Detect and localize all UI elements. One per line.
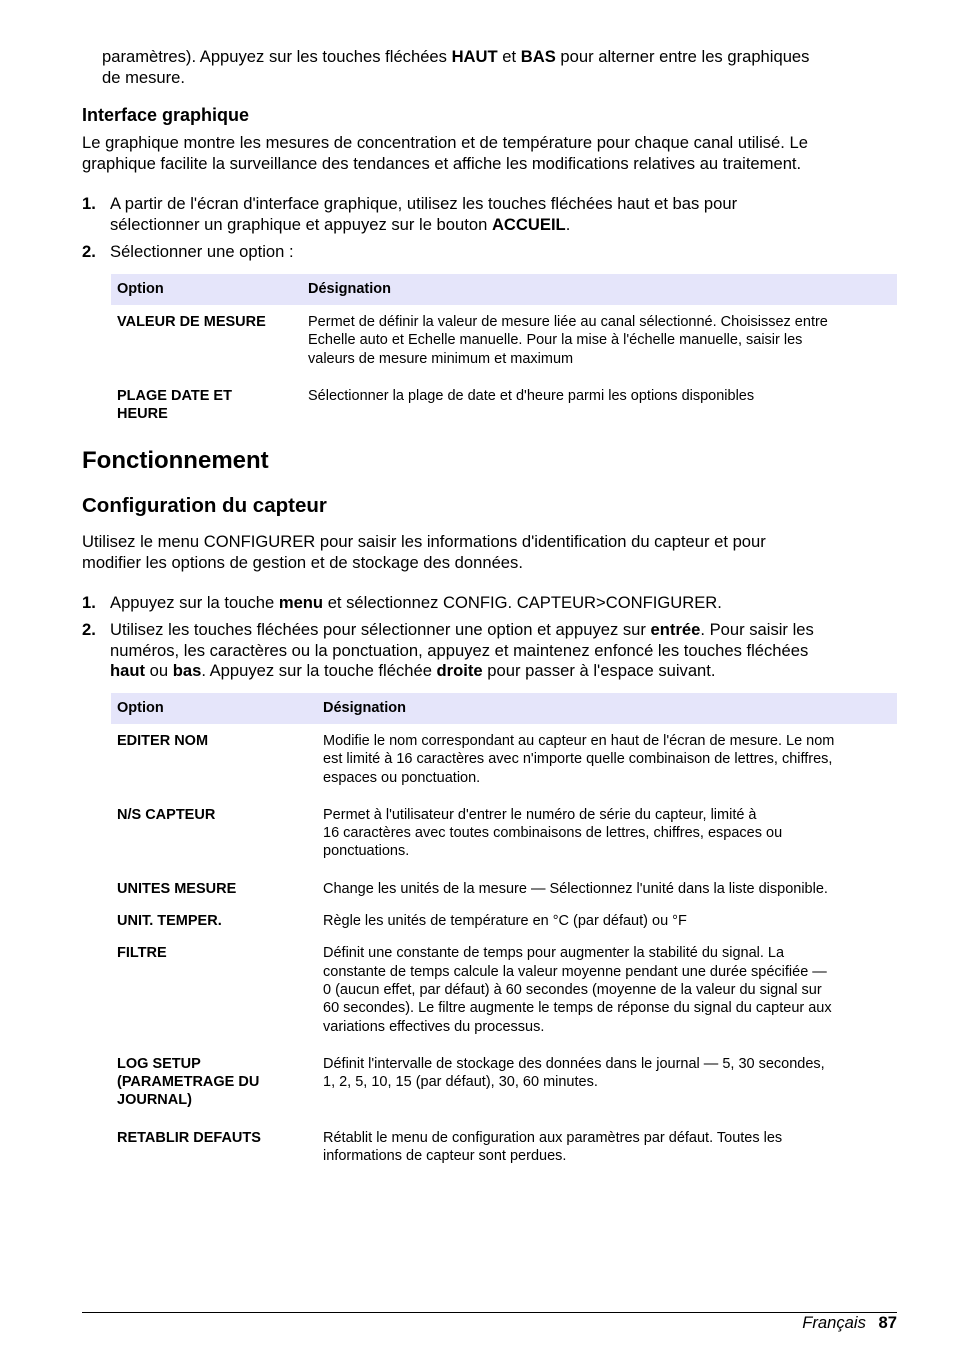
intro-text: paramètres). Appuyez sur les touches fléchées xyxy=(102,47,452,66)
option-description xyxy=(317,868,897,905)
description-line: espaces ou ponctuation. xyxy=(323,769,481,786)
step-text-part: . Pour saisir les xyxy=(700,620,814,639)
config-paragraph-line: modifier les options de gestion et de stockage des données. xyxy=(82,552,523,572)
step-number: 2. xyxy=(82,242,96,261)
description-line: informations de capteur sont perdues. xyxy=(323,1148,567,1165)
section-heading-config: Configuration du capteur xyxy=(82,494,327,517)
step-text-part: ou xyxy=(145,661,173,680)
graph-paragraph-line: Le graphique montre les mesures de concentration et de température pour chaque canal utilisé. Le xyxy=(82,133,808,152)
table-row xyxy=(111,1043,897,1117)
description-line: est limité à 16 caractères avec n'importe quelle combinaison de lettres, chiffres, xyxy=(323,751,833,768)
step-number: 1. xyxy=(82,593,96,612)
graph-paragraph-line: graphique facilite la surveillance des tendances et affiche les modifications relatives au traitement. xyxy=(82,153,802,173)
step-text-part: Utilisez les touches fléchées pour sélectionner une option et appuyez sur xyxy=(110,620,651,639)
key-droite: droite xyxy=(436,661,483,680)
table-row xyxy=(111,305,897,375)
config-options-table xyxy=(111,693,897,1172)
table-row xyxy=(111,724,897,794)
step-line xyxy=(110,661,814,682)
option-name xyxy=(111,1043,317,1117)
option-description xyxy=(317,1043,897,1117)
description-line: Définit une constante de temps pour augmenter la stabilité du signal. La xyxy=(323,945,785,962)
key-menu: menu xyxy=(278,593,324,612)
description-line: Règle les unités de température en °C (par défaut) ou °F xyxy=(323,913,687,930)
option-name-line: PLAGE DATE ET xyxy=(117,387,232,404)
step-text-part: . Appuyez sur la touche fléchée xyxy=(201,661,437,680)
config-step-2 xyxy=(82,620,897,684)
description-line: valeurs de mesure minimum et maximum xyxy=(308,350,574,367)
intro-text: et xyxy=(497,47,521,66)
option-name: VALEUR DE MESURE xyxy=(117,314,266,330)
table-row xyxy=(111,937,897,1042)
key-accueil: ACCUEIL xyxy=(491,214,566,234)
table-row xyxy=(111,905,897,937)
description-line: Echelle auto et Echelle manuelle. Pour la mise à l'échelle manuelle, saisir les xyxy=(308,332,803,349)
column-header-option: Option xyxy=(111,693,317,724)
column-header-option: Option xyxy=(111,274,302,305)
table-row xyxy=(111,868,897,905)
description-line: Rétablit le menu de configuration aux paramètres par défaut. Toutes les xyxy=(323,1129,783,1146)
description-line: 1, 2, 5, 10, 15 (par défaut), 30, 60 minutes. xyxy=(323,1074,598,1091)
step-text: Sélectionner une option : xyxy=(110,242,294,261)
description-line: 60 secondes). Le filtre augmente le temps de réponse du signal du capteur aux xyxy=(323,1000,832,1017)
option-name-line: LOG SETUP xyxy=(117,1055,201,1072)
step-text xyxy=(110,620,814,682)
option-description xyxy=(317,937,897,1042)
config-paragraph xyxy=(82,532,766,573)
step-text-part: . xyxy=(565,214,571,234)
option-name-line: JOURNAL) xyxy=(117,1092,192,1109)
table-row xyxy=(111,794,897,868)
option-description xyxy=(317,724,897,794)
step-text-part: sélectionner un graphique et appuyez sur le bouton xyxy=(110,214,492,234)
table-row xyxy=(111,1117,897,1173)
step-text xyxy=(110,593,722,614)
option-name: FILTRE xyxy=(117,945,167,962)
config-step-1 xyxy=(82,593,897,615)
intro-line-1 xyxy=(102,47,809,68)
option-name-line: (PARAMETRAGE DU xyxy=(117,1074,260,1091)
key-entree: entrée xyxy=(650,620,701,639)
description-line: 0 (aucun effet, par défaut) à 60 secondes (moyenne de la valeur du signal sur xyxy=(323,981,822,998)
column-header-designation: Désignation xyxy=(317,693,897,724)
option-name: EDITER NOM xyxy=(117,733,209,749)
key-bas: BAS xyxy=(520,47,556,66)
step-text-part: Appuyez sur la touche xyxy=(110,593,279,612)
option-name: UNIT. TEMPER. xyxy=(117,913,222,930)
description-line: 16 caractères avec toutes combinaisons de lettres, chiffres, espaces ou xyxy=(323,825,783,842)
chapter-heading: Fonctionnement xyxy=(82,447,269,474)
option-name: UNITES MESURE xyxy=(117,880,237,897)
column-header-designation: Désignation xyxy=(302,274,897,305)
option-description xyxy=(302,375,897,431)
step-line xyxy=(110,620,814,641)
option-name xyxy=(111,375,302,431)
key-bas: bas xyxy=(172,661,202,680)
config-paragraph-line: Utilisez le menu CONFIGURER pour saisir les informations d'identification du capteur et pour xyxy=(82,532,766,551)
description-line: Permet à l'utilisateur d'entrer le numéro de série du capteur, limité à xyxy=(323,806,757,823)
description-line: Permet de définir la valeur de mesure liée au canal sélectionné. Choisissez entre xyxy=(308,314,828,330)
table-row xyxy=(111,375,897,431)
footer-rule xyxy=(82,1312,897,1313)
step-line: A partir de l'écran d'interface graphique, utilisez les touches fléchées haut et bas pour xyxy=(110,194,738,213)
description-line: constante de temps calcule la valeur moyenne pendant une durée spécifiée — xyxy=(323,963,827,980)
option-name: N/S CAPTEUR xyxy=(117,806,216,823)
page-footer xyxy=(802,1313,897,1333)
intro-text: pour alterner entre les graphiques xyxy=(555,47,810,66)
option-name-line: HEURE xyxy=(117,406,168,423)
section-heading-graph: Interface graphique xyxy=(82,105,250,125)
intro-paragraph xyxy=(102,47,809,88)
step-line xyxy=(110,215,737,236)
description-line: Modifie le nom correspondant au capteur en haut de l'écran de mesure. Le nom xyxy=(323,733,835,749)
step-text xyxy=(110,194,737,235)
description-line: Définit l'intervalle de stockage des données dans le journal — 5, 30 secondes, xyxy=(323,1055,825,1072)
footer-language: Français xyxy=(802,1313,866,1332)
option-name: RETABLIR DEFAUTS xyxy=(117,1129,261,1146)
step-line: numéros, les caractères ou la ponctuation, appuyez et maintenez enfoncé les touches fléchées xyxy=(110,640,809,660)
description-line: Sélectionner la plage de date et d'heure parmi les options disponibles xyxy=(308,387,755,404)
description-line: Change les unités de la mesure — Sélectionnez l'unité dans la liste disponible. xyxy=(323,880,828,897)
description-line: ponctuations. xyxy=(323,843,410,860)
page-number: 87 xyxy=(878,1313,897,1332)
step-text-part: et sélectionnez CONFIG. CAPTEUR>CONFIGURER. xyxy=(323,593,722,612)
step-number: 1. xyxy=(82,194,96,213)
table-header-row xyxy=(111,693,897,724)
key-haut: HAUT xyxy=(451,47,498,66)
option-description xyxy=(317,1117,897,1173)
option-description xyxy=(317,794,897,868)
table-header-row xyxy=(111,274,897,305)
graph-paragraph xyxy=(82,133,808,174)
graph-options-table xyxy=(111,274,897,430)
description-line: variations effectives du processus. xyxy=(323,1018,545,1035)
option-description xyxy=(302,305,897,375)
graph-step-1 xyxy=(82,194,897,236)
intro-line-2: de mesure. xyxy=(102,67,186,87)
key-haut: haut xyxy=(110,661,146,680)
step-number: 2. xyxy=(82,620,96,639)
option-description xyxy=(317,905,897,937)
step-text-part: pour passer à l'espace suivant. xyxy=(482,661,716,680)
graph-step-2 xyxy=(82,242,897,264)
